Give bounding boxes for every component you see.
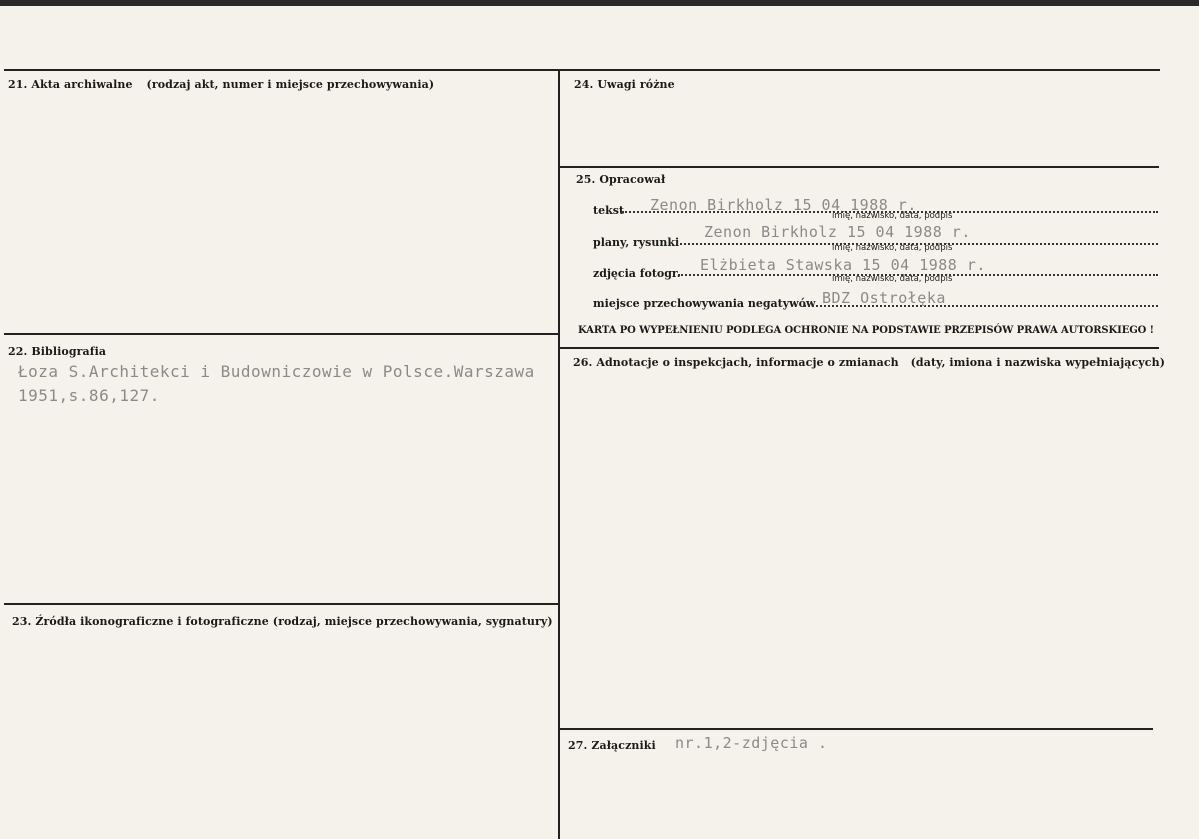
section-23-subtitle: (rodzaj, miejsce przechowywania, sygnatury): [272, 615, 553, 628]
bibliography-line-2: 1951,s.86,127.: [18, 386, 160, 405]
section-24-label: 24. Uwagi różne: [574, 78, 675, 91]
divider-top: [4, 69, 1160, 71]
author-photos-hint: imię, nazwisko, data, podpis: [832, 274, 953, 284]
author-photos-value: Elżbieta Stawska 15 04 1988 r.: [700, 256, 986, 274]
author-text-value: Zenon Birkholz 15 04 1988 r.: [650, 196, 917, 214]
section-21-label: 21. Akta archiwalne: [8, 78, 133, 91]
bibliography-line-1: Łoza S.Architekci i Budowniczowie w Polsce.Warszawa: [18, 362, 535, 381]
section-21-subtitle: (rodzaj akt, numer i miejsce przechowywania): [146, 78, 435, 91]
section-26-subtitle: (daty, imiona i nazwiska wypełniających): [910, 356, 1165, 369]
divider-left-1: [4, 333, 560, 335]
attachments-value: nr.1,2-zdjęcia .: [675, 734, 828, 752]
section-27-label: 27. Załączniki: [568, 739, 656, 752]
section-26-heading: [573, 356, 1165, 369]
divider-right-3: [560, 728, 1153, 730]
section-23-label: 23.: [12, 615, 32, 628]
section-25-label: 25. Opracował: [576, 173, 666, 186]
section-23-title: Źródła ikonograficzne i fotograficzne: [35, 615, 269, 628]
section-23-heading: [12, 615, 553, 628]
section-21-heading: [8, 78, 434, 91]
author-plans-value: Zenon Birkholz 15 04 1988 r.: [704, 223, 971, 241]
author-text-label: tekst: [593, 204, 624, 217]
negatives-location-label: miejsce przechowywania negatywów: [593, 297, 816, 310]
divider-left-2: [4, 603, 560, 605]
divider-right-2: [560, 347, 1159, 349]
author-text-hint: imię, nazwisko, data, podpis: [832, 211, 953, 221]
card-top-edge: [0, 0, 1199, 6]
divider-right-1: [560, 166, 1159, 168]
author-photos-label: zdjęcia fotogr.: [593, 267, 681, 280]
author-plans-hint: imię, nazwisko, data, podpis: [832, 243, 953, 253]
section-22-label: 22. Bibliografia: [8, 345, 107, 358]
section-26-label: 26. Adnotacje o inspekcjach, informacje o zmianach: [573, 356, 899, 369]
author-plans-label: plany, rysunki: [593, 236, 680, 249]
copyright-notice: KARTA PO WYPEŁNIENIU PODLEGA OCHRONIE NA PODSTAWIE PRZEPISÓW PRAWA AUTORSKIEGO !: [578, 325, 1154, 336]
negatives-location-value: BDZ Ostrołęka: [822, 289, 946, 307]
divider-center: [558, 69, 560, 839]
